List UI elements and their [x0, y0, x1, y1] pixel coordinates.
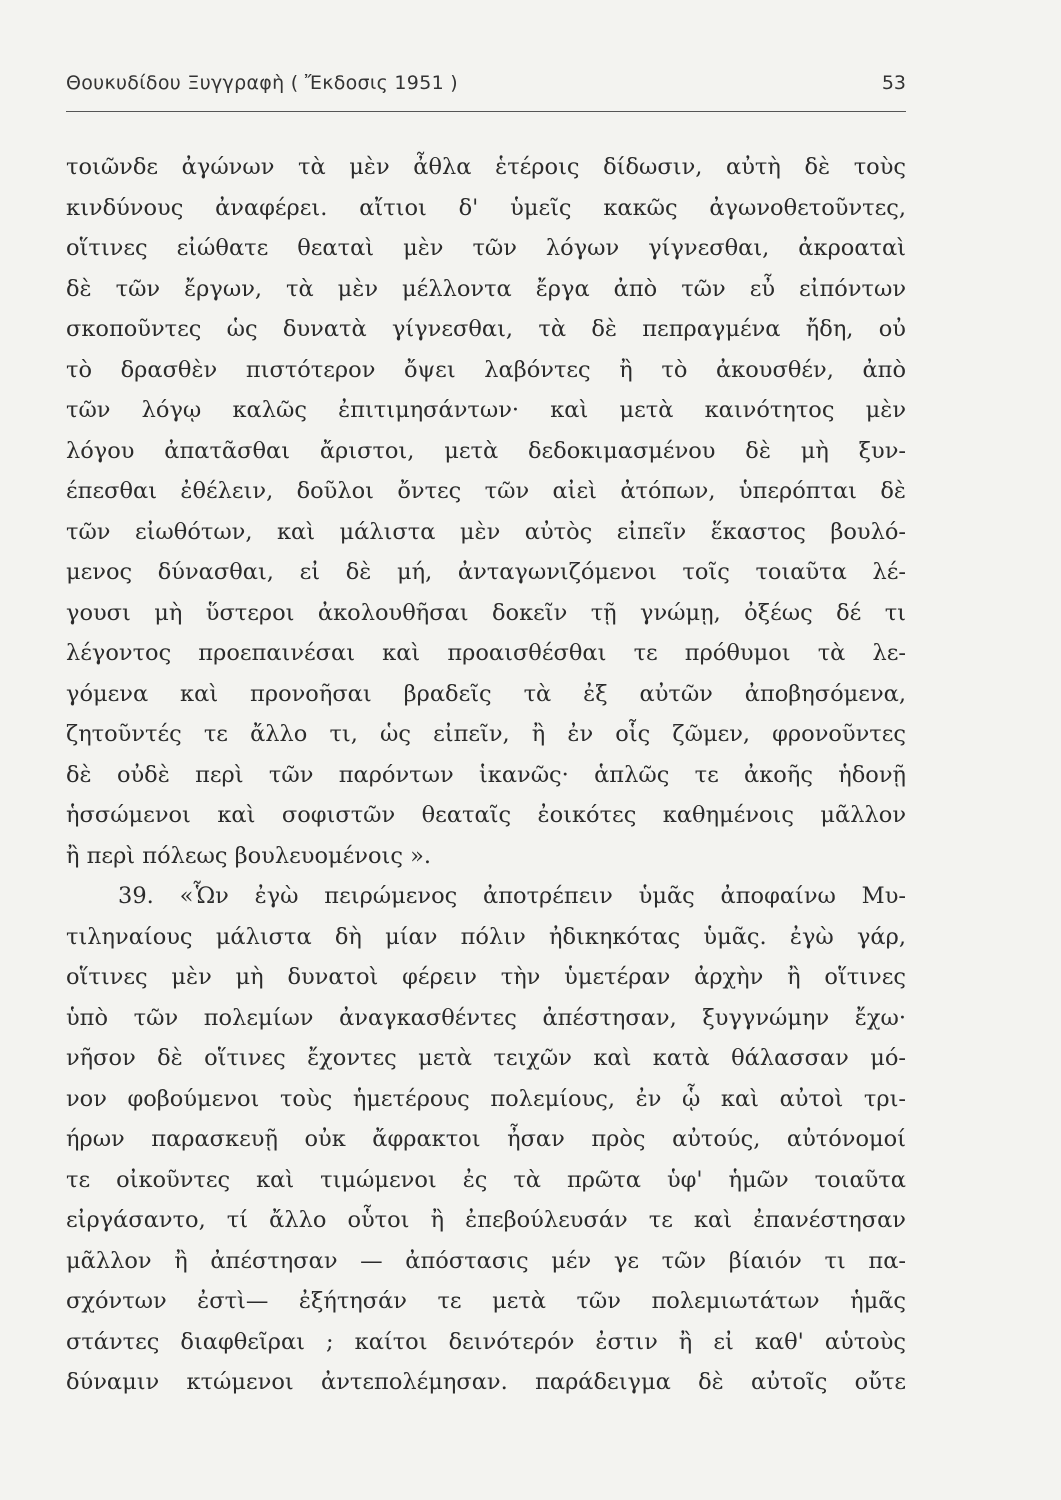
text-line: ὑπὸ τῶν πολεμίων ἀναγκασθέντες ἀπέστησαν, ξυγγνώμην ἔχω·: [66, 1004, 906, 1031]
text-line: ήρων παρασκευῇ οὐκ ἄφρακτοι ἦσαν πρὸς αὐτούς, αὐτόνομοί: [66, 1126, 906, 1152]
text-line: ἢ περὶ πόλεως βουλευομένοις ».: [66, 842, 431, 869]
text-line: δύναμιν κτώμενοι ἀντεπολέμησαν. παράδειγμα δὲ αὐτοῖς οὔτε: [66, 1369, 906, 1395]
text-line: γόμενα καὶ προνοῆσαι βραδεῖς τὰ ἐξ αὐτῶν ἀποβησόμενα,: [66, 680, 906, 707]
text-line: τῶν λόγῳ καλῶς ἐπιτιμησάντων· καὶ μετὰ καινότητος μὲν: [66, 397, 906, 423]
page-number: 53: [881, 72, 906, 94]
text-line: δὲ τῶν ἔργων, τὰ μὲν μέλλοντα ἔργα ἀπὸ τῶν εὖ εἰπόντων: [66, 275, 906, 302]
text-line: ἡσσώμενοι καὶ σοφιστῶν θεαταῖς ἐοικότες καθημένοις μᾶλλον: [66, 802, 906, 828]
body-text: [66, 147, 906, 1403]
text-line: εἰργάσαντο, τί ἄλλο οὗτοι ἢ ἐπεβούλευσάν τε καὶ ἐπανέστησαν: [66, 1207, 906, 1233]
text-line: τὸ δρασθὲν πιστότερον ὄψει λαβόντες ἢ τὸ ἀκουσθέν, ἀπὸ: [66, 356, 906, 383]
running-title: Θουκυδίδου Ξυγγραφὴ ( Ἔκδοσις 1951 ): [66, 72, 459, 94]
header-rule: [66, 111, 906, 112]
text-line: κινδύνους ἀναφέρει. αἴτιοι δ' ὑμεῖς κακῶς ἀγωνοθετοῦντες,: [66, 194, 906, 221]
chapter-opening-line: 39. «Ὧν ἐγὼ πειρώμενος ἀποτρέπειν ὑμᾶς ἀποφαίνω Μυ-: [118, 883, 906, 909]
text-line: σκοποῦντες ὡς δυνατὰ γίγνεσθαι, τὰ δὲ πεπραγμένα ἤδη, οὐ: [66, 316, 906, 342]
text-line: λόγου ἀπατᾶσθαι ἄριστοι, μετὰ δεδοκιμασμένου δὲ μὴ ξυν-: [66, 437, 906, 464]
text-line: έπεσθαι ἐθέλειν, δοῦλοι ὄντες τῶν αἰεὶ ἀτόπων, ὑπερόπται δὲ: [66, 478, 906, 504]
text-line: δὲ οὐδὲ περὶ τῶν παρόντων ἱκανῶς· ἁπλῶς τε ἀκοῆς ἡδονῇ: [66, 761, 906, 788]
text-line: μενος δύνασθαι, εἰ δὲ μή, ἀνταγωνιζόμενοι τοῖς τοιαῦτα λέ-: [66, 559, 906, 585]
text-line: τοιῶνδε ἀγώνων τὰ μὲν ἆθλα ἑτέροις δίδωσιν, αὐτὴ δὲ τοὺς: [66, 154, 906, 180]
text-line: λέγοντος προεπαινέσαι καὶ προαισθέσθαι τε πρόθυμοι τὰ λε-: [66, 640, 906, 666]
text-line: σχόντων ἐστὶ— ἐξήτησάν τε μετὰ τῶν πολεμιωτάτων ἡμᾶς: [66, 1288, 906, 1314]
text-line: νον φοβούμενοι τοὺς ἡμετέρους πολεμίους, ἐν ᾧ καὶ αὐτοὶ τρι-: [66, 1085, 906, 1112]
text-line: τιληναίους μάλιστα δὴ μίαν πόλιν ἠδικηκότας ὑμᾶς. ἐγὼ γάρ,: [66, 923, 906, 950]
text-line: οἵτινες εἰώθατε θεαταὶ μὲν τῶν λόγων γίγνεσθαι, ἀκροαταὶ: [66, 235, 906, 261]
text-line: γουσι μὴ ὕστεροι ἀκολουθῆσαι δοκεῖν τῇ γνώμῃ, ὀξέως δέ τι: [66, 599, 906, 626]
running-header: [66, 72, 906, 112]
text-line: στάντες διαφθεῖραι ; καίτοι δεινότερόν ἐστιν ἢ εἰ καθ' αὑτοὺς: [66, 1328, 906, 1355]
text-line: τῶν εἰωθότων, καὶ μάλιστα μὲν αὐτὸς εἰπεῖν ἕκαστος βουλό-: [66, 518, 906, 545]
text-line: τε οἰκοῦντες καὶ τιμώμενοι ἐς τὰ πρῶτα ὑφ' ἡμῶν τοιαῦτα: [66, 1166, 906, 1193]
text-line: νῆσον δὲ οἵτινες ἔχοντες μετὰ τειχῶν καὶ κατὰ θάλασσαν μό-: [66, 1045, 906, 1071]
text-line: μᾶλλον ἢ ἀπέστησαν — ἀπόστασις μέν γε τῶν βίαιόν τι πα-: [66, 1247, 906, 1274]
text-line: οἵτινες μὲν μὴ δυνατοὶ φέρειν τὴν ὑμετέραν ἀρχὴν ἢ οἵτινες: [66, 964, 906, 990]
text-line: ζητοῦντές τε ἄλλο τι, ὡς εἰπεῖν, ἢ ἐν οἷς ζῶμεν, φρονοῦντες: [66, 721, 906, 747]
